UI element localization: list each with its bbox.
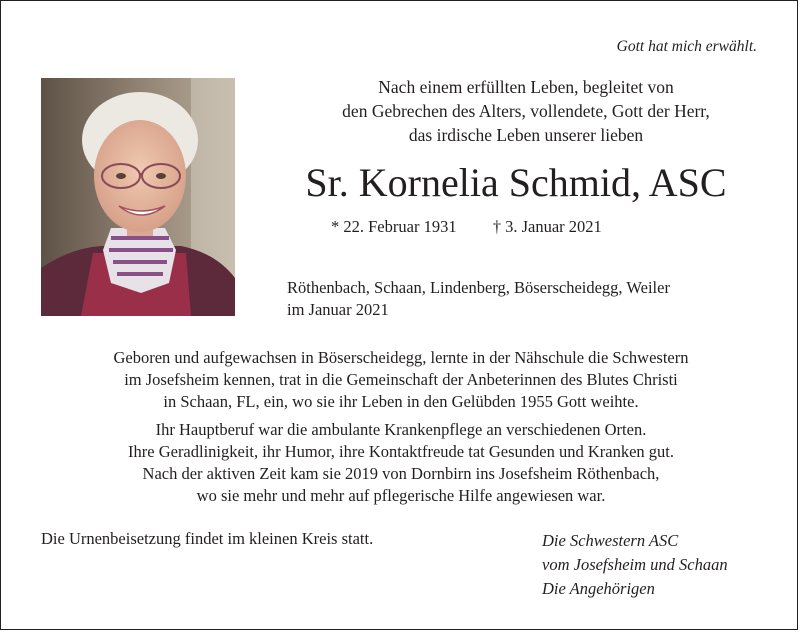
intro-line: den Gebrechen des Alters, vollendete, Gott der Herr, xyxy=(342,101,710,121)
biography-line: wo sie mehr und mehr auf pflegerische Hilfe angewiesen war. xyxy=(196,486,606,505)
signature-line: Die Schwestern ASC xyxy=(542,531,679,550)
intro-text xyxy=(266,75,786,147)
motto: Gott hat mich erwählt. xyxy=(616,38,757,55)
biography-line: in Schaan, FL, ein, wo sie ihr Leben in den Gelübden 1955 Gott weihte. xyxy=(163,392,639,411)
death-date: † 3. Januar 2021 xyxy=(492,217,602,236)
biography-paragraph xyxy=(25,347,777,413)
burial-note: Die Urnenbeisetzung findet im kleinen Kreis statt. xyxy=(41,529,374,548)
signature-line: Die Angehörigen xyxy=(542,579,655,598)
biography-paragraph xyxy=(25,419,777,507)
signature-line: vom Josefsheim und Schaan xyxy=(542,555,728,574)
birth-date: * 22. Februar 1931 xyxy=(331,217,457,236)
biography-line: im Josefsheim kennen, trat in die Gemeinschaft der Anbeterinnen des Blutes Christi xyxy=(124,370,678,389)
intro-line: Nach einem erfüllten Leben, begleitet von xyxy=(378,77,674,97)
biography-line: Ihr Hauptberuf war die ambulante Krankenpflege an verschiedenen Orten. xyxy=(155,420,647,439)
places-line: Röthenbach, Schaan, Lindenberg, Böserscheidegg, Weiler xyxy=(287,278,670,297)
life-dates xyxy=(331,217,602,237)
portrait-photo xyxy=(41,78,235,316)
deceased-name: Sr. Kornelia Schmid, ASC xyxy=(305,160,727,205)
biography-line: Ihre Geradlinigkeit, ihr Humor, ihre Kontaktfreude tat Gesunden und Kranken gut. xyxy=(128,442,674,461)
places-and-date xyxy=(287,277,777,321)
intro-line: das irdische Leben unserer lieben xyxy=(408,125,644,145)
biography-line: Nach der aktiven Zeit kam sie 2019 von Dornbirn ins Josefsheim Röthenbach, xyxy=(142,464,660,483)
biography xyxy=(25,347,777,507)
places-line: im Januar 2021 xyxy=(287,300,389,319)
biography-line: Geboren und aufgewachsen in Böserscheidegg, lernte in der Nähschule die Schwestern xyxy=(113,348,689,367)
signature-block xyxy=(542,529,728,601)
